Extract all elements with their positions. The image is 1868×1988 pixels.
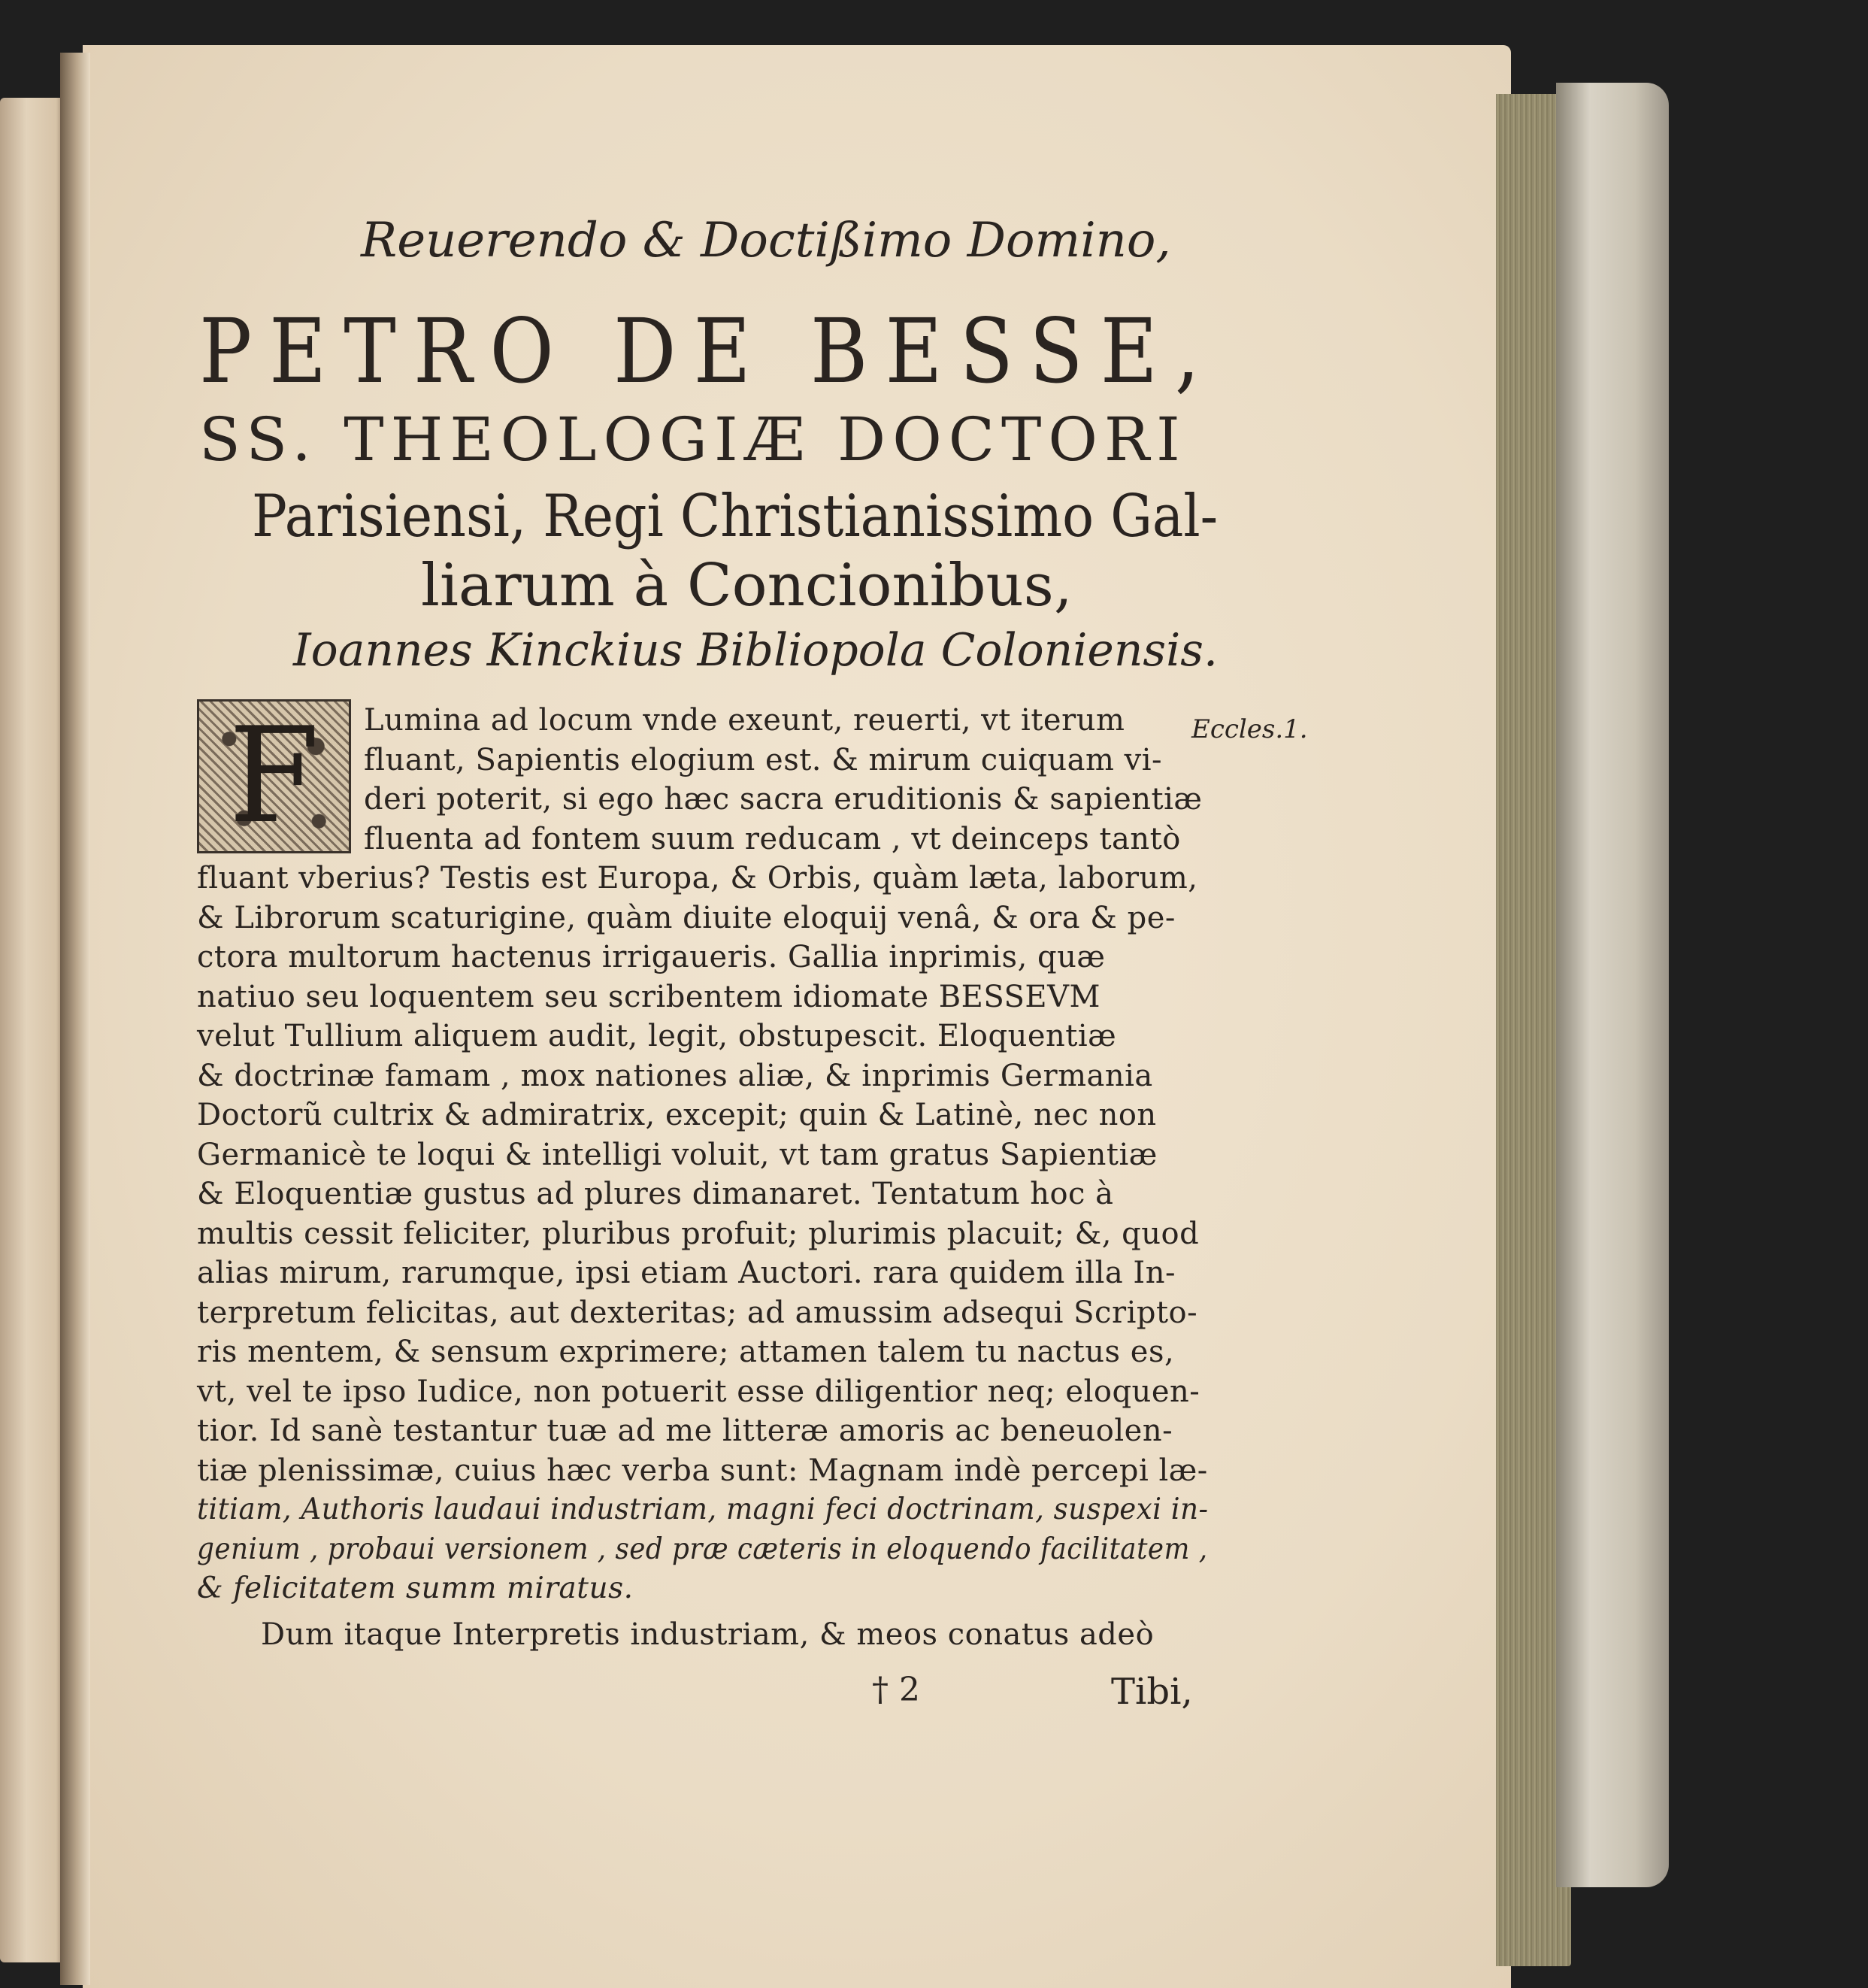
margin-note: Eccles.1.	[1191, 714, 1308, 744]
text-line: Germanicè te loqui & intelligi voluit, vt tam gratus Sapientiæ	[197, 1137, 1158, 1172]
text-line: fluant vberius? Testis est Europa, & Orbis, quàm læta, laborum,	[197, 861, 1198, 896]
catchword: Tibi,	[1111, 1671, 1193, 1713]
dedicatee-office-2: liarum à Concionibus,	[421, 552, 1073, 620]
dedicatee-name: PETRO DE BESSE,	[199, 299, 1218, 403]
left-page-edge	[0, 98, 66, 1962]
text-line: titiam, Authoris laudaui industriam, magni feci doctrinam, suspexi in-	[197, 1493, 1209, 1526]
text-line: & felicitatem summ miratus.	[197, 1571, 634, 1605]
dedication-salutation: Reuerendo & Doctißimo Domino,	[361, 213, 1171, 268]
decorated-initial	[197, 699, 351, 853]
text-line: deri poterit, si ego hæc sacra eruditionis & sapientiæ	[364, 782, 1203, 817]
text-line: Lumina ad locum vnde exeunt, reuerti, vt iterum	[364, 703, 1125, 738]
text-line: multis cessit feliciter, pluribus profuit; plurimis placuit; &, quod	[197, 1216, 1200, 1251]
text-line: ctora multorum hactenus irrigaueris. Gallia inprimis, quæ	[197, 940, 1106, 974]
book-gutter	[60, 53, 90, 1985]
decorated-initial-letter: F	[228, 700, 320, 853]
text-line: & Eloquentiæ gustus ad plures dimanaret. Tentatum hoc à	[197, 1177, 1114, 1211]
text-line: fluenta ad fontem suum reducam , vt deinceps tantò	[364, 821, 1181, 856]
text-line: Doctorũ cultrix & admiratrix, excepit; quin & Latinè, nec non	[197, 1098, 1157, 1132]
text-line: genium , probaui versionem , sed præ cæteris in eloquendo facilitatem ,	[197, 1532, 1208, 1566]
text-line: & Librorum scaturigine, quàm diuite eloquij venâ, & ora & pe-	[197, 900, 1176, 935]
text-line: vt, vel te ipso Iudice, non potuerit esse diligentior neq; eloquen-	[197, 1374, 1200, 1409]
text-line: terpretum felicitas, aut dexteritas; ad amussim adsequi Scripto-	[197, 1295, 1198, 1330]
text-line: Dum itaque Interpretis industriam, & meos conatus adeò	[261, 1617, 1155, 1652]
dedicatee-office-1: Parisiensi, Regi Christianissimo Gal-	[252, 483, 1219, 550]
text-line: natiuo seu loquentem seu scribentem idiomate BESSEVM	[197, 979, 1101, 1014]
text-line: & doctrinæ famam , mox nationes aliæ, & inprimis Germania	[197, 1058, 1153, 1093]
text-line: velut Tullium aliquem audit, legit, obstupescit. Eloquentiæ	[197, 1019, 1117, 1053]
dedicator-name: Ioannes Kinckius Bibliopola Coloniensis.	[293, 624, 1219, 677]
text-line: ris mentem, & sensum exprimere; attamen talem tu nactus es,	[197, 1335, 1175, 1369]
vellum-cover-edge	[1556, 83, 1669, 1887]
text-line: fluant, Sapientis elogium est. & mirum cuiquam vi-	[364, 742, 1163, 777]
text-line: alias mirum, rarumque, ipsi etiam Auctori. rara quidem illa In-	[197, 1256, 1176, 1290]
signature-mark: † 2	[872, 1671, 920, 1709]
text-line: tior. Id sanè testantur tuæ ad me litteræ amoris ac beneuolen-	[197, 1414, 1173, 1448]
dedicatee-title: SS. THEOLOGIÆ DOCTORI	[199, 405, 1187, 474]
text-line: tiæ plenissimæ, cuius hæc verba sunt: Magnam indè percepi læ-	[197, 1453, 1208, 1488]
